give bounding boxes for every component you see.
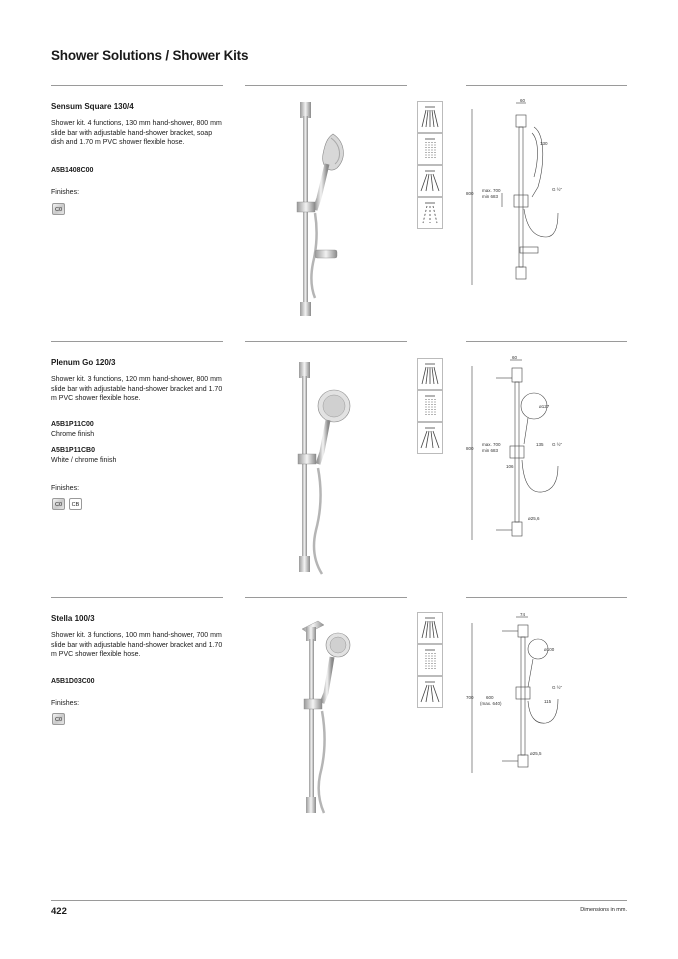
svg-text:60: 60 — [520, 98, 526, 103]
svg-text:130: 130 — [540, 141, 548, 146]
svg-text:(max. 640): (max. 640) — [480, 701, 502, 706]
product-name: Stella 100/3 — [51, 614, 95, 623]
product-photo — [296, 615, 366, 821]
product-photo — [290, 360, 360, 582]
finishes-label: Finishes: — [51, 700, 80, 707]
product-code-note: Chrome finish — [51, 431, 95, 438]
product-code: A5B1P11C00 — [51, 421, 94, 428]
finish-swatch-chrome: C0 — [52, 713, 65, 725]
finishes-label: Finishes: — [51, 189, 80, 196]
svg-text:600: 600 — [486, 695, 494, 700]
svg-text:ø25,6: ø25,6 — [528, 516, 540, 521]
product-description: Shower kit. 3 functions, 100 mm hand-shower, 700 mm slide bar with adjustable hand-shower bracket and 1.70 m PVC shower flexible hose. — [51, 632, 223, 659]
svg-text:min 683: min 683 — [482, 194, 499, 199]
footer-rule — [51, 900, 627, 901]
svg-text:106: 106 — [506, 464, 514, 469]
svg-text:115: 115 — [544, 699, 552, 704]
dimensions-note: Dimensions in mm. — [580, 907, 627, 913]
svg-text:800: 800 — [466, 446, 474, 451]
product-code: A5B1D03C00 — [51, 678, 95, 685]
finish-swatch-chrome: C0 — [52, 498, 65, 510]
technical-drawing — [466, 97, 576, 293]
svg-text:ø127: ø127 — [539, 404, 550, 409]
svg-text:700: 700 — [466, 695, 474, 700]
svg-text:135: 135 — [536, 442, 544, 447]
spray-function-icons — [417, 612, 443, 708]
product-description: Shower kit. 3 functions, 120 mm hand-shower, 800 mm slide bar with adjustable hand-shower bracket and 1.70 m PVC shower flexible hose. — [51, 376, 223, 403]
svg-text:max. 700: max. 700 — [482, 442, 501, 447]
product-description: Shower kit. 4 functions, 130 mm hand-shower, 800 mm slide bar with adjustable hand-shower bracket, soap dish and 1.70 m PVC shower flexible hose. — [51, 120, 222, 147]
page-number: 422 — [51, 906, 67, 917]
spray-function-icons — [417, 358, 443, 454]
svg-text:74: 74 — [520, 612, 526, 617]
product-name: Plenum Go 120/3 — [51, 358, 116, 367]
spray-function-icons — [417, 101, 443, 229]
product-code: A5B1P11CB0 — [51, 447, 95, 454]
product-code-note: White / chrome finish — [51, 457, 117, 464]
finishes-label: Finishes: — [51, 485, 80, 492]
svg-text:G ½": G ½" — [552, 442, 563, 447]
svg-text:max. 700: max. 700 — [482, 188, 501, 193]
finish-swatch-chrome: C0 — [52, 203, 65, 215]
svg-text:ø25,5: ø25,5 — [530, 751, 542, 756]
svg-text:800: 800 — [466, 191, 474, 196]
product-name: Sensum Square 130/4 — [51, 102, 134, 111]
svg-text:60: 60 — [512, 355, 518, 360]
svg-text:min 683: min 683 — [482, 448, 499, 453]
technical-drawing — [466, 354, 576, 546]
finish-swatch-white: CB — [69, 498, 82, 510]
technical-drawing — [466, 611, 576, 779]
svg-text:ø100: ø100 — [544, 647, 555, 652]
product-code: A5B1408C00 — [51, 167, 94, 174]
svg-text:G ½": G ½" — [552, 685, 563, 690]
svg-text:G ½": G ½" — [552, 187, 563, 192]
page-title: Shower Solutions / Shower Kits — [51, 48, 249, 63]
product-photo — [285, 98, 355, 326]
